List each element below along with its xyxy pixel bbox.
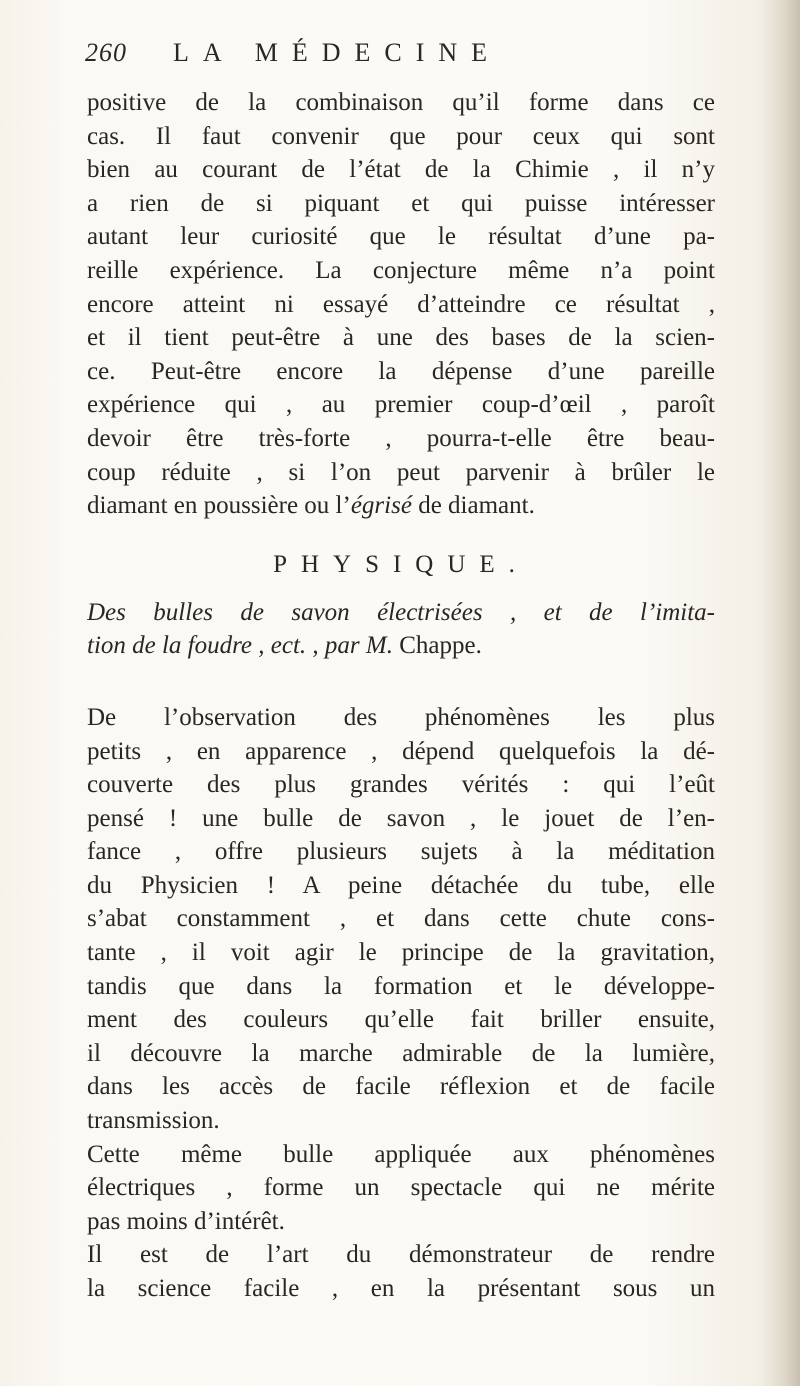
spacer: [87, 663, 715, 701]
text-line: expérience qui , au premier coup-d’œil , paroît: [87, 391, 715, 419]
running-title: LA MÉDECINE: [173, 38, 502, 67]
text-line: bien au courant de l’état de la Chimie , il n’y: [87, 156, 715, 184]
paragraph-chemistry: [87, 86, 715, 523]
text-line: pas moins d’intérêt.: [87, 1207, 285, 1235]
text-line: petits , en apparence , dépend quelquefois la dé-: [87, 737, 715, 765]
text-line: la science facile , en la présentant sous un: [87, 1275, 715, 1302]
text-line: transmission.: [87, 1107, 220, 1135]
text-line: tandis que dans la formation et le développe-: [87, 972, 715, 1000]
text-run: diamant en poussière ou l’: [87, 492, 351, 520]
text-line: ment des couleurs qu’elle fait briller ensuite,: [87, 1006, 715, 1034]
text-line: coup réduite , si l’on peut parvenir à brûler le: [87, 458, 715, 486]
text-line: du Physicien ! A peine détachée du tube, elle: [87, 871, 715, 899]
text-run: de diamant.: [411, 492, 535, 520]
text-line: tante , il voit agir le principe de la gravitation,: [87, 939, 715, 967]
text-line: fance , offre plusieurs sujets à la méditation: [87, 838, 715, 866]
text-line: Cette même bulle appliquée aux phénomènes: [87, 1140, 715, 1168]
text-line: et il tient peut-être à une des bases de la scien-: [87, 324, 715, 352]
page-edge-shadow: [760, 0, 800, 1386]
author-name: Chappe.: [392, 632, 482, 660]
text-line: il découvre la marche admirable de la lumière,: [87, 1039, 715, 1067]
page-header: [85, 38, 735, 78]
text-line: a rien de si piquant et qui puisse intéresser: [87, 189, 715, 217]
text-line: couverte des plus grandes vérités : qui l’eût: [87, 771, 715, 799]
text-line: Il est de l’art du démonstrateur de rendre: [87, 1241, 715, 1269]
text-line: dans les accès de facile réflexion et de facile: [87, 1073, 715, 1101]
text-line: s’abat constamment , et dans cette chute cons-: [87, 905, 715, 933]
paragraph-electricity: [87, 1138, 715, 1239]
text-line: électriques , forme un spectacle qui ne mérite: [87, 1174, 715, 1202]
article-title-italic: tion de la foudre , ect. , par M.: [87, 632, 393, 660]
text-line: De l’observation des phénomènes les plus: [87, 703, 715, 731]
text-line: positive de la combinaison qu’il forme dans ce: [87, 89, 715, 116]
text-line: encore atteint ni essayé d’atteindre ce résultat ,: [87, 290, 715, 318]
italic-term: égrisé: [350, 492, 412, 520]
text-line: autant leur curiosité que le résultat d’une pa-: [87, 223, 715, 251]
paragraph-observation: [87, 701, 715, 1138]
text-line: ce. Peut-être encore la dépense d’une pareille: [87, 357, 715, 385]
article-title-line: Des bulles de savon électrisées , et de l’imita-: [87, 598, 715, 626]
article-title: [87, 596, 715, 663]
paragraph-demonstrator: [87, 1238, 715, 1305]
text-line: pensé ! une bulle de savon , le jouet de l’en-: [87, 804, 715, 832]
text-line: reille expérience. La conjecture même n’a point: [87, 256, 715, 284]
article-title-line: [87, 629, 715, 663]
page-number: 260: [85, 38, 127, 67]
text-line: devoir être très-forte , pourra-t-elle être beau-: [87, 424, 715, 452]
section-heading: PHYSIQUE.: [273, 550, 529, 578]
text-line: cas. Il faut convenir que pour ceux qui sont: [87, 122, 715, 150]
text-line: [87, 489, 715, 523]
page-body: [87, 86, 715, 1306]
